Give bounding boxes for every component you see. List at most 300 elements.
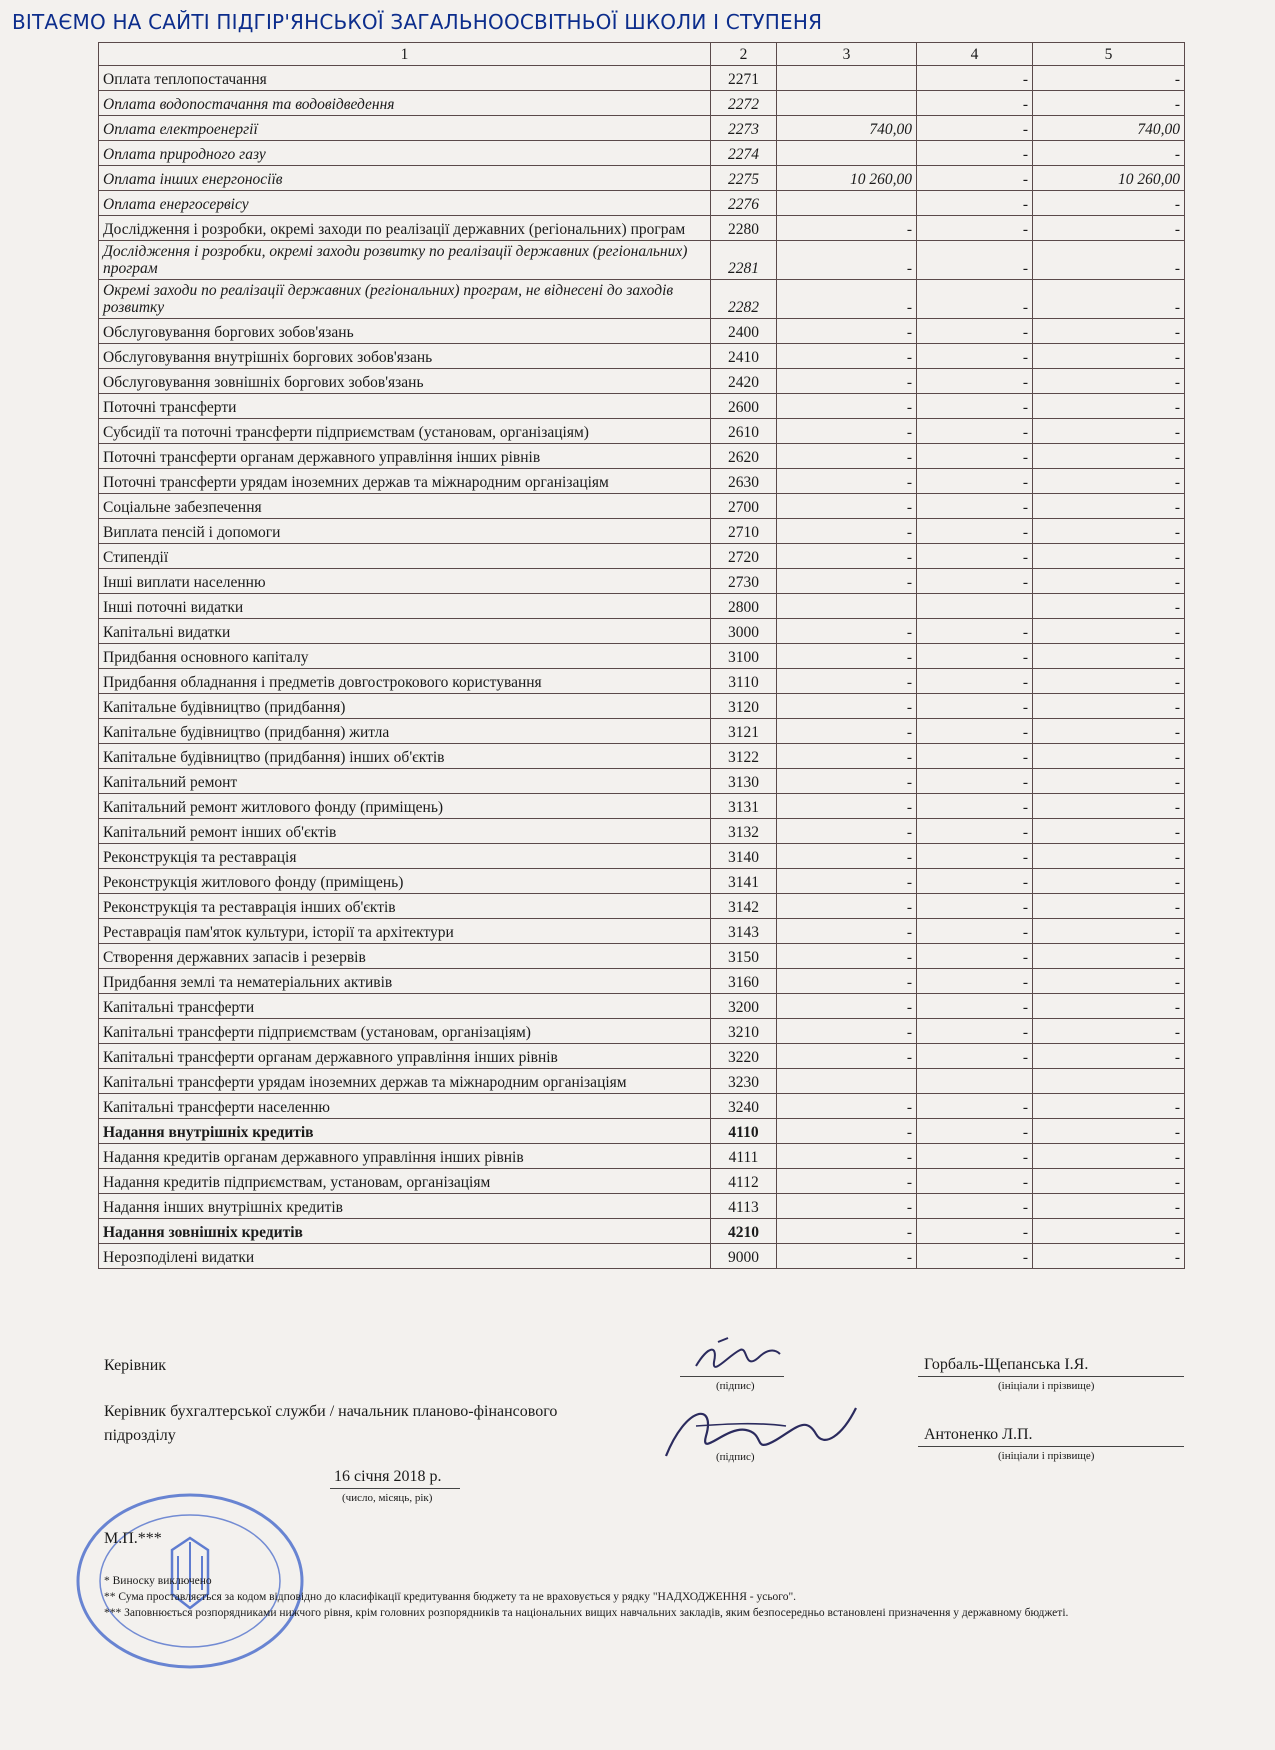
- row-col-4: -: [917, 744, 1033, 769]
- row-name: Реконструкція та реставрація інших об'єктів: [99, 894, 711, 919]
- row-col-3: -: [777, 419, 917, 444]
- row-col-3: 10 260,00: [777, 166, 917, 191]
- table-row: [99, 619, 1185, 644]
- accountant-name-line: [918, 1446, 1184, 1447]
- row-code: 2272: [711, 91, 777, 116]
- row-name: Придбання основного капіталу: [99, 644, 711, 669]
- row-code: 2420: [711, 369, 777, 394]
- seal-place-label: М.П.***: [104, 1530, 162, 1547]
- row-col-4: -: [917, 944, 1033, 969]
- row-name: Поточні трансферти: [99, 394, 711, 419]
- row-code: 2273: [711, 116, 777, 141]
- row-col-3: -: [777, 844, 917, 869]
- table-row: [99, 719, 1185, 744]
- table-row: [99, 394, 1185, 419]
- row-code: 3200: [711, 994, 777, 1019]
- row-col-4: [917, 594, 1033, 619]
- row-code: 4210: [711, 1219, 777, 1244]
- header-col-2: 2: [711, 43, 777, 66]
- row-col-3: [777, 1069, 917, 1094]
- row-col-3: -: [777, 644, 917, 669]
- row-col-4: -: [917, 1244, 1033, 1269]
- row-code: 2400: [711, 319, 777, 344]
- row-col-4: -: [917, 1044, 1033, 1069]
- row-col-4: -: [917, 569, 1033, 594]
- row-name: Оплата електроенергії: [99, 116, 711, 141]
- row-col-5: -: [1033, 1119, 1185, 1144]
- row-col-5: -: [1033, 66, 1185, 91]
- row-code: 3240: [711, 1094, 777, 1119]
- row-col-3: -: [777, 1119, 917, 1144]
- row-col-4: -: [917, 66, 1033, 91]
- row-col-4: -: [917, 1019, 1033, 1044]
- table-row: [99, 66, 1185, 91]
- row-col-4: -: [917, 619, 1033, 644]
- report-date: 16 січня 2018 р.: [334, 1468, 442, 1485]
- row-col-5: -: [1033, 369, 1185, 394]
- row-name: Інші виплати населенню: [99, 569, 711, 594]
- row-col-4: [917, 1069, 1033, 1094]
- row-name: Створення державних запасів і резервів: [99, 944, 711, 969]
- row-code: 2600: [711, 394, 777, 419]
- row-code: 2800: [711, 594, 777, 619]
- row-col-3: -: [777, 819, 917, 844]
- row-col-5: -: [1033, 469, 1185, 494]
- row-col-5: -: [1033, 769, 1185, 794]
- row-col-4: -: [917, 644, 1033, 669]
- row-code: 2720: [711, 544, 777, 569]
- row-col-4: -: [917, 694, 1033, 719]
- row-code: 3120: [711, 694, 777, 719]
- footnote-3: *** Заповнюється розпорядниками нижчого рівня, крім головних розпорядників та національних вищих навчальних закладів, яким безпосередньо встановлені призначення у державному бюджеті.: [104, 1607, 1069, 1619]
- row-name: Реконструкція житлового фонду (приміщень): [99, 869, 711, 894]
- row-col-3: -: [777, 1094, 917, 1119]
- head-label: Керівник: [104, 1357, 167, 1374]
- row-col-5: -: [1033, 594, 1185, 619]
- table-row: [99, 1119, 1185, 1144]
- row-col-4: -: [917, 319, 1033, 344]
- table-row: [99, 594, 1185, 619]
- table-row: [99, 894, 1185, 919]
- table-row: [99, 1019, 1185, 1044]
- row-name: Капітальні трансферти населенню: [99, 1094, 711, 1119]
- row-col-3: -: [777, 694, 917, 719]
- row-code: 4112: [711, 1169, 777, 1194]
- header-col-4: 4: [917, 43, 1033, 66]
- head-sign-caption: (підпис): [716, 1380, 755, 1392]
- row-name: Капітальне будівництво (придбання) інших об'єктів: [99, 744, 711, 769]
- row-col-5: 10 260,00: [1033, 166, 1185, 191]
- row-col-4: -: [917, 669, 1033, 694]
- row-col-4: -: [917, 544, 1033, 569]
- row-col-5: -: [1033, 544, 1185, 569]
- row-col-5: -: [1033, 644, 1185, 669]
- row-col-5: -: [1033, 969, 1185, 994]
- row-col-3: [777, 91, 917, 116]
- table-body: [99, 66, 1185, 1269]
- row-col-4: -: [917, 419, 1033, 444]
- row-col-5: -: [1033, 394, 1185, 419]
- row-col-4: -: [917, 191, 1033, 216]
- row-col-3: -: [777, 216, 917, 241]
- row-code: 4111: [711, 1144, 777, 1169]
- row-col-3: -: [777, 394, 917, 419]
- row-col-3: -: [777, 669, 917, 694]
- row-col-4: -: [917, 969, 1033, 994]
- row-code: 2271: [711, 66, 777, 91]
- row-col-5: -: [1033, 494, 1185, 519]
- row-code: 2610: [711, 419, 777, 444]
- table-row: [99, 444, 1185, 469]
- row-code: 4110: [711, 1119, 777, 1144]
- row-col-3: -: [777, 969, 917, 994]
- row-code: 2281: [711, 241, 777, 280]
- row-col-3: -: [777, 769, 917, 794]
- accountant-name-caption: (ініціали і прізвище): [998, 1450, 1095, 1462]
- row-name: Оплата природного газу: [99, 141, 711, 166]
- row-col-4: -: [917, 819, 1033, 844]
- site-banner: ВІТАЄМО НА САЙТІ ПІДГІР'ЯНСЬКОЇ ЗАГАЛЬНООСВІТНЬОЇ ШКОЛИ І СТУПЕНЯ: [12, 10, 823, 34]
- row-col-3: -: [777, 1244, 917, 1269]
- row-name: Поточні трансферти урядам іноземних держав та міжнародним організаціям: [99, 469, 711, 494]
- row-name: Надання кредитів підприємствам, установам, організаціям: [99, 1169, 711, 1194]
- table-row: [99, 769, 1185, 794]
- row-name: Капітальне будівництво (придбання) житла: [99, 719, 711, 744]
- row-code: 2280: [711, 216, 777, 241]
- row-col-3: -: [777, 369, 917, 394]
- table-row: [99, 844, 1185, 869]
- row-code: 3142: [711, 894, 777, 919]
- row-code: 2274: [711, 141, 777, 166]
- row-col-3: -: [777, 494, 917, 519]
- row-col-5: -: [1033, 419, 1185, 444]
- row-col-3: -: [777, 719, 917, 744]
- accountant-name: Антоненко Л.П.: [924, 1426, 1033, 1443]
- row-name: Обслуговування внутрішніх боргових зобов'язань: [99, 344, 711, 369]
- row-col-5: -: [1033, 1219, 1185, 1244]
- row-col-4: -: [917, 994, 1033, 1019]
- table-row: [99, 1244, 1185, 1269]
- row-col-5: [1033, 1069, 1185, 1094]
- row-code: 2710: [711, 519, 777, 544]
- table-row: [99, 969, 1185, 994]
- row-code: 3141: [711, 869, 777, 894]
- row-col-5: -: [1033, 141, 1185, 166]
- row-name: Капітальний ремонт житлового фонду (приміщень): [99, 794, 711, 819]
- row-col-3: [777, 594, 917, 619]
- row-code: 4113: [711, 1194, 777, 1219]
- table-row: [99, 544, 1185, 569]
- row-col-5: -: [1033, 1244, 1185, 1269]
- row-col-5: -: [1033, 1169, 1185, 1194]
- row-col-5: -: [1033, 1144, 1185, 1169]
- table-row: [99, 419, 1185, 444]
- row-code: 2730: [711, 569, 777, 594]
- row-col-5: -: [1033, 894, 1185, 919]
- row-name: Капітальний ремонт інших об'єктів: [99, 819, 711, 844]
- row-col-4: -: [917, 844, 1033, 869]
- table-row: [99, 944, 1185, 969]
- row-col-3: -: [777, 869, 917, 894]
- row-col-5: -: [1033, 319, 1185, 344]
- row-col-3: -: [777, 1169, 917, 1194]
- head-name-caption: (ініціали і прізвище): [998, 1380, 1095, 1392]
- row-col-5: -: [1033, 1019, 1185, 1044]
- table-row: [99, 1144, 1185, 1169]
- row-code: 3132: [711, 819, 777, 844]
- row-col-4: -: [917, 869, 1033, 894]
- row-code: 3160: [711, 969, 777, 994]
- table-row: [99, 241, 1185, 280]
- row-name: Оплата водопостачання та водовідведення: [99, 91, 711, 116]
- row-col-3: -: [777, 1194, 917, 1219]
- row-col-4: -: [917, 1119, 1033, 1144]
- row-code: 2275: [711, 166, 777, 191]
- row-code: 2620: [711, 444, 777, 469]
- row-col-4: -: [917, 794, 1033, 819]
- row-code: 3130: [711, 769, 777, 794]
- footnote-1: * Виноску виключено: [104, 1575, 212, 1587]
- header-col-1: 1: [99, 43, 711, 66]
- row-name: Капітальний ремонт: [99, 769, 711, 794]
- row-col-5: -: [1033, 669, 1185, 694]
- row-col-4: -: [917, 1094, 1033, 1119]
- row-name: Нерозподілені видатки: [99, 1244, 711, 1269]
- table-row: [99, 669, 1185, 694]
- table-row: [99, 280, 1185, 319]
- row-code: 3100: [711, 644, 777, 669]
- row-col-4: -: [917, 241, 1033, 280]
- table-row: [99, 994, 1185, 1019]
- table-row: [99, 216, 1185, 241]
- expenditure-table: [98, 42, 1185, 1269]
- row-col-5: -: [1033, 519, 1185, 544]
- row-code: 3210: [711, 1019, 777, 1044]
- row-col-4: -: [917, 519, 1033, 544]
- row-col-3: -: [777, 344, 917, 369]
- row-code: 3121: [711, 719, 777, 744]
- table-row: [99, 819, 1185, 844]
- row-name: Інші поточні видатки: [99, 594, 711, 619]
- table-row: [99, 166, 1185, 191]
- row-name: Виплата пенсій і допомоги: [99, 519, 711, 544]
- row-col-4: -: [917, 444, 1033, 469]
- row-name: Капітальне будівництво (придбання): [99, 694, 711, 719]
- row-col-3: -: [777, 1219, 917, 1244]
- row-code: 2630: [711, 469, 777, 494]
- row-col-3: -: [777, 544, 917, 569]
- row-col-5: -: [1033, 994, 1185, 1019]
- row-col-5: -: [1033, 344, 1185, 369]
- row-col-3: 740,00: [777, 116, 917, 141]
- table-row: [99, 141, 1185, 166]
- row-col-3: -: [777, 1044, 917, 1069]
- table-row: [99, 919, 1185, 944]
- row-code: 3122: [711, 744, 777, 769]
- row-col-3: [777, 141, 917, 166]
- row-name: Обслуговування боргових зобов'язань: [99, 319, 711, 344]
- row-col-5: -: [1033, 216, 1185, 241]
- row-col-4: -: [917, 1219, 1033, 1244]
- row-col-3: -: [777, 619, 917, 644]
- row-code: 3230: [711, 1069, 777, 1094]
- row-col-3: -: [777, 280, 917, 319]
- table-row: [99, 91, 1185, 116]
- row-col-5: -: [1033, 619, 1185, 644]
- table-row: [99, 744, 1185, 769]
- row-col-5: -: [1033, 191, 1185, 216]
- row-col-3: -: [777, 944, 917, 969]
- table-row: [99, 869, 1185, 894]
- row-col-5: -: [1033, 241, 1185, 280]
- row-col-3: -: [777, 894, 917, 919]
- row-name: Оплата інших енергоносіїв: [99, 166, 711, 191]
- date-caption: (число, місяць, рік): [342, 1492, 433, 1504]
- row-name: Субсидії та поточні трансферти підприємствам (установам, організаціям): [99, 419, 711, 444]
- row-col-4: -: [917, 719, 1033, 744]
- table-row: [99, 694, 1185, 719]
- row-code: 3150: [711, 944, 777, 969]
- row-col-4: -: [917, 280, 1033, 319]
- table-row: [99, 1094, 1185, 1119]
- row-col-5: -: [1033, 744, 1185, 769]
- row-name: Реконструкція та реставрація: [99, 844, 711, 869]
- row-col-5: -: [1033, 869, 1185, 894]
- row-col-3: [777, 66, 917, 91]
- row-name: Придбання обладнання і предметів довгострокового користування: [99, 669, 711, 694]
- row-code: 3143: [711, 919, 777, 944]
- row-code: 2700: [711, 494, 777, 519]
- table-row: [99, 794, 1185, 819]
- table-row: [99, 1219, 1185, 1244]
- row-code: 3110: [711, 669, 777, 694]
- row-name: Надання внутрішніх кредитів: [99, 1119, 711, 1144]
- table-row: [99, 1169, 1185, 1194]
- row-col-4: -: [917, 369, 1033, 394]
- row-col-3: -: [777, 1019, 917, 1044]
- table-row: [99, 494, 1185, 519]
- row-col-4: -: [917, 494, 1033, 519]
- row-col-3: -: [777, 794, 917, 819]
- row-col-3: -: [777, 241, 917, 280]
- table-row: [99, 116, 1185, 141]
- row-code: 3140: [711, 844, 777, 869]
- row-col-4: -: [917, 894, 1033, 919]
- row-col-5: -: [1033, 280, 1185, 319]
- row-col-4: -: [917, 91, 1033, 116]
- row-name: Оплата теплопостачання: [99, 66, 711, 91]
- accountant-sign-caption: (підпис): [716, 1451, 755, 1463]
- row-col-4: -: [917, 769, 1033, 794]
- table-row: [99, 1044, 1185, 1069]
- table-row: [99, 344, 1185, 369]
- table-row: [99, 569, 1185, 594]
- row-col-4: -: [917, 141, 1033, 166]
- row-col-3: -: [777, 919, 917, 944]
- row-col-3: -: [777, 1144, 917, 1169]
- row-name: Капітальні трансферти: [99, 994, 711, 1019]
- row-col-4: -: [917, 1194, 1033, 1219]
- row-col-4: -: [917, 919, 1033, 944]
- row-col-5: -: [1033, 1194, 1185, 1219]
- row-name: Капітальні трансферти підприємствам (установам, організаціям): [99, 1019, 711, 1044]
- row-code: 2276: [711, 191, 777, 216]
- row-name: Придбання землі та нематеріальних активів: [99, 969, 711, 994]
- row-name: Оплата енергосервісу: [99, 191, 711, 216]
- row-code: 2410: [711, 344, 777, 369]
- row-col-5: -: [1033, 91, 1185, 116]
- table-header-row: [99, 43, 1185, 66]
- accountant-label-line-2: підрозділу: [104, 1427, 176, 1444]
- row-name: Дослідження і розробки, окремі заходи розвитку по реалізації державних (регіональних) програм: [99, 241, 711, 280]
- table-row: [99, 1069, 1185, 1094]
- row-name: Обслуговування зовнішніх боргових зобов'язань: [99, 369, 711, 394]
- row-name: Надання інших внутрішніх кредитів: [99, 1194, 711, 1219]
- accountant-signature-mark: [656, 1396, 866, 1470]
- row-col-3: -: [777, 994, 917, 1019]
- row-name: Надання кредитів органам державного управління інших рівнів: [99, 1144, 711, 1169]
- row-name: Капітальні трансферти урядам іноземних держав та міжнародним організаціям: [99, 1069, 711, 1094]
- row-col-5: -: [1033, 694, 1185, 719]
- row-col-4: -: [917, 166, 1033, 191]
- row-col-5: 740,00: [1033, 116, 1185, 141]
- row-col-5: -: [1033, 819, 1185, 844]
- row-col-4: -: [917, 1169, 1033, 1194]
- table-row: [99, 369, 1185, 394]
- row-col-3: [777, 191, 917, 216]
- table-row: [99, 519, 1185, 544]
- row-col-5: -: [1033, 444, 1185, 469]
- row-name: Соціальне забезпечення: [99, 494, 711, 519]
- row-name: Дослідження і розробки, окремі заходи по реалізації державних (регіональних) програм: [99, 216, 711, 241]
- row-col-5: -: [1033, 944, 1185, 969]
- row-col-4: -: [917, 344, 1033, 369]
- row-code: 3131: [711, 794, 777, 819]
- row-col-5: -: [1033, 919, 1185, 944]
- row-col-4: -: [917, 394, 1033, 419]
- footnotes: [104, 1573, 1124, 1621]
- row-code: 3220: [711, 1044, 777, 1069]
- row-col-3: -: [777, 469, 917, 494]
- header-col-3: 3: [777, 43, 917, 66]
- row-name: Поточні трансферти органам державного управління інших рівнів: [99, 444, 711, 469]
- table-row: [99, 1194, 1185, 1219]
- row-col-3: -: [777, 519, 917, 544]
- row-name: Стипендії: [99, 544, 711, 569]
- row-col-4: -: [917, 216, 1033, 241]
- row-code: 9000: [711, 1244, 777, 1269]
- row-col-3: -: [777, 744, 917, 769]
- row-name: Капітальні видатки: [99, 619, 711, 644]
- row-name: Надання зовнішніх кредитів: [99, 1219, 711, 1244]
- head-signature-mark: [688, 1336, 798, 1384]
- row-col-5: -: [1033, 569, 1185, 594]
- head-name-line: [918, 1376, 1184, 1377]
- row-col-3: -: [777, 444, 917, 469]
- table-row: [99, 191, 1185, 216]
- row-col-5: -: [1033, 794, 1185, 819]
- row-col-3: -: [777, 569, 917, 594]
- table-row: [99, 319, 1185, 344]
- row-col-5: -: [1033, 719, 1185, 744]
- head-name: Горбаль-Щепанська І.Я.: [924, 1356, 1089, 1373]
- row-code: 2282: [711, 280, 777, 319]
- header-col-5: 5: [1033, 43, 1185, 66]
- accountant-label-line-1: Керівник бухгалтерської служби / начальник планово-фінансового: [104, 1403, 558, 1420]
- row-col-4: -: [917, 1144, 1033, 1169]
- footnote-2: ** Сума проставляється за кодом відповідно до класифікації кредитування бюджету та не враховується у рядку "НАДХОДЖЕННЯ - усього".: [104, 1591, 797, 1603]
- date-line: [330, 1488, 460, 1489]
